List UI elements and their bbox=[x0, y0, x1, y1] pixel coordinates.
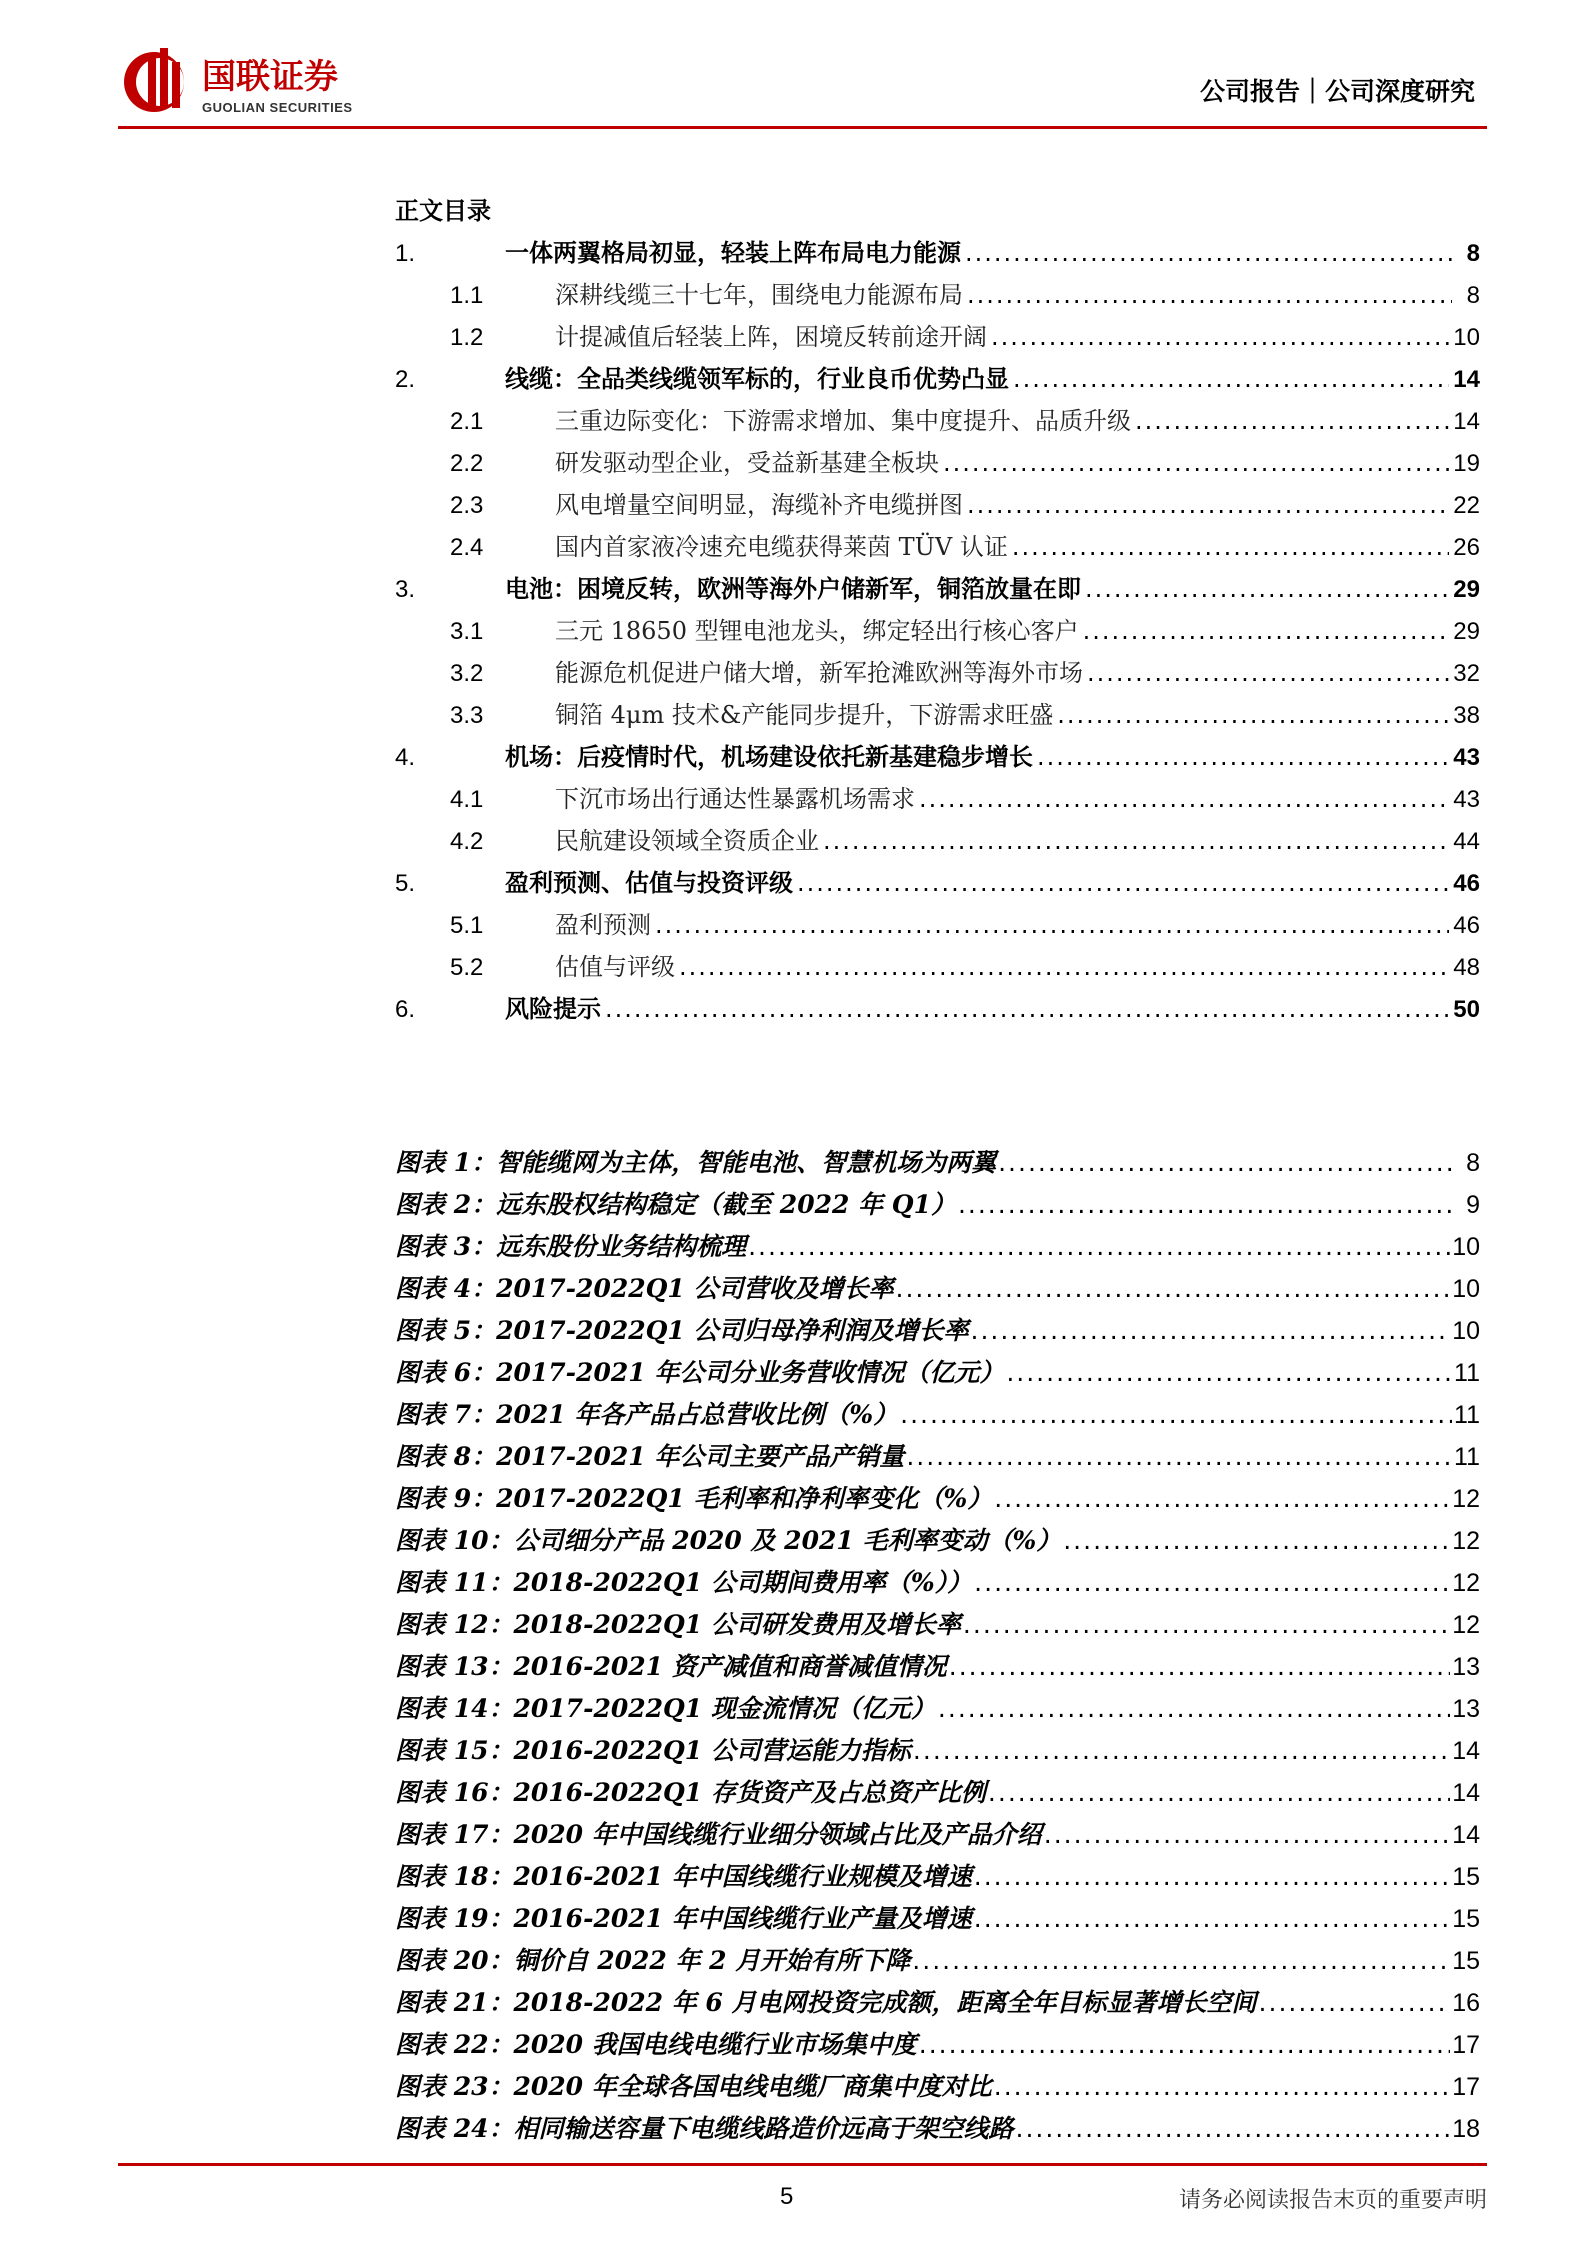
toc-entry-number: 6. bbox=[395, 996, 416, 1023]
toc-entry-number: 2.3 bbox=[450, 492, 484, 519]
figure-entry-page: 14 bbox=[1452, 1821, 1480, 1849]
figure-entry[interactable] bbox=[395, 1814, 1480, 1856]
dot-leader bbox=[958, 1184, 1454, 1226]
toc-entry-page: 29 bbox=[1453, 576, 1480, 603]
dot-leader bbox=[912, 1940, 1450, 1982]
figure-entry[interactable] bbox=[395, 2066, 1480, 2108]
toc-entry-number: 1.1 bbox=[450, 282, 484, 309]
figure-entry[interactable] bbox=[395, 2024, 1480, 2066]
dot-leader bbox=[994, 2066, 1450, 2108]
figure-entry-page: 12 bbox=[1452, 1569, 1480, 1597]
toc-entry-title: 三重边际变化：下游需求增加、集中度提升、品质升级 bbox=[555, 407, 1131, 435]
figure-entry-title: 图表 6：2017-2021 年公司分业务营收情况（亿元） bbox=[395, 1358, 1005, 1387]
toc-entry[interactable] bbox=[395, 484, 1480, 526]
toc-entry-title: 盈利预测 bbox=[555, 911, 651, 939]
dot-leader bbox=[965, 232, 1452, 274]
toc-entry-page: 44 bbox=[1453, 828, 1480, 855]
figure-entry[interactable] bbox=[395, 1604, 1480, 1646]
dot-leader bbox=[1087, 652, 1449, 694]
figure-entry-title: 图表 7：2021 年各产品占总营收比例（%） bbox=[395, 1400, 899, 1429]
figure-entry-title: 图表 1：智能缆网为主体，智能电池、智慧机场为两翼 bbox=[395, 1148, 997, 1177]
dot-leader bbox=[938, 1688, 1450, 1730]
figure-entry-page: 17 bbox=[1452, 2031, 1480, 2059]
toc-entry-title: 深耕线缆三十七年，围绕电力能源布局 bbox=[555, 281, 963, 309]
toc-entry-page: 29 bbox=[1453, 618, 1480, 645]
figure-entry[interactable] bbox=[395, 1940, 1480, 1982]
toc-entry-number: 1.2 bbox=[450, 324, 484, 351]
toc-entry-page: 19 bbox=[1453, 450, 1480, 477]
toc-entry-page: 22 bbox=[1453, 492, 1480, 519]
figure-entry[interactable] bbox=[395, 1478, 1480, 1520]
figure-entry-page: 18 bbox=[1452, 2115, 1480, 2143]
toc-entry-page: 8 bbox=[1466, 240, 1480, 267]
toc-entry-number: 2. bbox=[395, 366, 416, 393]
figure-entry[interactable] bbox=[395, 1142, 1480, 1184]
dot-leader bbox=[605, 988, 1449, 1030]
toc-entry-page: 8 bbox=[1466, 282, 1480, 309]
toc-entry-title: 电池：困境反转，欧洲等海外户储新军，铜箔放量在即 bbox=[505, 574, 1081, 603]
dot-leader bbox=[1012, 526, 1449, 568]
dot-leader bbox=[748, 1226, 1450, 1268]
toc-entry[interactable] bbox=[395, 904, 1480, 946]
toc-entry[interactable] bbox=[395, 946, 1480, 988]
toc-entry[interactable] bbox=[395, 316, 1480, 358]
dot-leader bbox=[988, 1772, 1450, 1814]
page-header bbox=[118, 42, 1487, 129]
figure-entry-title: 图表 13：2016-2021 资产减值和商誉减值情况 bbox=[395, 1652, 947, 1681]
dot-leader bbox=[1044, 1814, 1450, 1856]
figure-entry[interactable] bbox=[395, 1898, 1480, 1940]
toc-entry[interactable] bbox=[395, 568, 1480, 610]
figure-entry-page: 11 bbox=[1454, 1443, 1480, 1471]
dot-leader bbox=[974, 1856, 1450, 1898]
toc-entry[interactable] bbox=[395, 610, 1480, 652]
dot-leader bbox=[1006, 1352, 1452, 1394]
brand-en-text: GUOLIAN SECURITIES bbox=[202, 100, 353, 115]
figure-entry-title: 图表 5：2017-2022Q1 公司归母净利润及增长率 bbox=[395, 1316, 969, 1345]
dot-leader bbox=[1083, 610, 1450, 652]
figure-entry-page: 16 bbox=[1452, 1989, 1480, 2017]
toc-entry-title: 能源危机促进户储大增，新军抢滩欧洲等海外市场 bbox=[555, 659, 1083, 687]
figure-entry-page: 9 bbox=[1466, 1191, 1480, 1219]
figure-entry-page: 17 bbox=[1452, 2073, 1480, 2101]
dot-leader bbox=[1085, 568, 1449, 610]
figure-entry-page: 12 bbox=[1452, 1527, 1480, 1555]
figure-entry-title: 图表 8：2017-2021 年公司主要产品产销量 bbox=[395, 1442, 905, 1471]
toc-entry-number: 2.2 bbox=[450, 450, 484, 477]
dot-leader bbox=[1135, 400, 1449, 442]
figure-entry-page: 13 bbox=[1452, 1653, 1480, 1681]
figure-entry-title: 图表 15：2016-2022Q1 公司营运能力指标 bbox=[395, 1736, 911, 1765]
toc-entry-page: 46 bbox=[1453, 870, 1480, 897]
toc-entry-page: 46 bbox=[1453, 912, 1480, 939]
figure-entry-title: 图表 17：2020 年中国线缆行业细分领域占比及产品介绍 bbox=[395, 1820, 1042, 1849]
brand-cn-text: 国联证券 bbox=[202, 57, 338, 97]
figure-entry-title: 图表 11：2018-2022Q1 公司期间费用率（%）） bbox=[395, 1568, 973, 1597]
toc-entry-title: 三元 18650 型锂电池龙头，绑定轻出行核心客户 bbox=[555, 617, 1079, 645]
toc-entry[interactable] bbox=[395, 988, 1480, 1030]
toc-entry-title: 铜箔 4μm 技术&产能同步提升，下游需求旺盛 bbox=[555, 701, 1054, 729]
dot-leader bbox=[1057, 694, 1449, 736]
figure-entry-page: 14 bbox=[1452, 1737, 1480, 1765]
dot-leader bbox=[974, 1898, 1450, 1940]
figure-entry-title: 图表 12：2018-2022Q1 公司研发费用及增长率 bbox=[395, 1610, 961, 1639]
dot-leader bbox=[900, 1394, 1452, 1436]
toc-entry[interactable] bbox=[395, 526, 1480, 568]
toc-entry-title: 一体两翼格局初显，轻装上阵布局电力能源 bbox=[505, 238, 961, 267]
toc-entry-title: 机场：后疫情时代，机场建设依托新基建稳步增长 bbox=[505, 742, 1033, 771]
dot-leader bbox=[967, 274, 1452, 316]
dot-leader bbox=[1037, 736, 1449, 778]
toc-entry[interactable] bbox=[395, 442, 1480, 484]
footer-divider bbox=[118, 2163, 1487, 2166]
dot-leader bbox=[906, 1436, 1452, 1478]
table-of-contents bbox=[395, 190, 1480, 1030]
toc-entry-number: 1. bbox=[395, 240, 416, 267]
figure-entry-title: 图表 9：2017-2022Q1 毛利率和净利率变化（%） bbox=[395, 1484, 993, 1513]
figure-entry-title: 图表 4：2017-2022Q1 公司营收及增长率 bbox=[395, 1274, 894, 1303]
toc-entry-number: 2.1 bbox=[450, 408, 484, 435]
figure-entry-title: 图表 14：2017-2022Q1 现金流情况（亿元） bbox=[395, 1694, 936, 1723]
figure-entry-page: 12 bbox=[1452, 1485, 1480, 1513]
toc-entry[interactable] bbox=[395, 862, 1480, 904]
figure-entry[interactable] bbox=[395, 1226, 1480, 1268]
toc-entry-title: 风电增量空间明显，海缆补齐电缆拼图 bbox=[555, 491, 963, 519]
toc-entry-page: 43 bbox=[1453, 744, 1480, 771]
toc-entry[interactable] bbox=[395, 694, 1480, 736]
guolian-logo bbox=[118, 42, 418, 122]
toc-entry-number: 4.2 bbox=[450, 828, 484, 855]
figure-entry-title: 图表 19：2016-2021 年中国线缆行业产量及增速 bbox=[395, 1904, 972, 1933]
figure-entry[interactable] bbox=[395, 1520, 1480, 1562]
figure-entry-title: 图表 18：2016-2021 年中国线缆行业规模及增速 bbox=[395, 1862, 972, 1891]
toc-entry-title: 下沉市场出行通达性暴露机场需求 bbox=[555, 785, 915, 813]
figure-entry[interactable] bbox=[395, 1562, 1480, 1604]
toc-title: 正文目录 bbox=[395, 196, 491, 225]
figure-entry[interactable] bbox=[395, 1394, 1480, 1436]
figure-entry[interactable] bbox=[395, 1688, 1480, 1730]
dot-leader bbox=[1259, 1982, 1451, 2024]
toc-entry-title: 风险提示 bbox=[505, 994, 601, 1023]
toc-entry-number: 5.1 bbox=[450, 912, 484, 939]
toc-entry-title: 研发驱动型企业，受益新基建全板块 bbox=[555, 449, 939, 477]
toc-entry-title: 估值与评级 bbox=[555, 953, 675, 981]
dot-leader bbox=[919, 778, 1449, 820]
dot-leader bbox=[1013, 358, 1449, 400]
toc-entry-number: 3.3 bbox=[450, 702, 484, 729]
figure-entry[interactable] bbox=[395, 1310, 1480, 1352]
dot-leader bbox=[943, 442, 1449, 484]
figure-entry-page: 15 bbox=[1452, 1905, 1480, 1933]
figure-entry-title: 图表 23：2020 年全球各国电线电缆厂商集中度对比 bbox=[395, 2072, 992, 2101]
toc-entry-page: 14 bbox=[1453, 366, 1480, 393]
toc-entry-number: 4. bbox=[395, 744, 416, 771]
toc-entry[interactable] bbox=[395, 778, 1480, 820]
toc-entry-title: 计提减值后轻装上阵，困境反转前途开阔 bbox=[555, 323, 987, 351]
toc-entry-title: 民航建设领域全资质企业 bbox=[555, 827, 819, 855]
figure-entry-title: 图表 16：2016-2022Q1 存货资产及占总资产比例 bbox=[395, 1778, 986, 1807]
toc-entry-page: 50 bbox=[1453, 996, 1480, 1023]
toc-entry[interactable] bbox=[395, 652, 1480, 694]
dot-leader bbox=[991, 316, 1449, 358]
toc-entry-title: 国内首家液冷速充电缆获得莱茵 TÜV 认证 bbox=[555, 533, 1008, 561]
toc-entry-number: 2.4 bbox=[450, 534, 484, 561]
toc-entry-page: 43 bbox=[1453, 786, 1480, 813]
dot-leader bbox=[994, 1478, 1450, 1520]
figure-entry[interactable] bbox=[395, 1856, 1480, 1898]
figure-entry[interactable] bbox=[395, 1772, 1480, 1814]
figure-entry-title: 图表 20：铜价自 2022 年 2 月开始有所下降 bbox=[395, 1946, 911, 1975]
figure-entry-page: 8 bbox=[1466, 1149, 1480, 1177]
toc-entry-page: 32 bbox=[1453, 660, 1480, 687]
figure-entry-page: 14 bbox=[1452, 1779, 1480, 1807]
dot-leader bbox=[1063, 1520, 1450, 1562]
dot-leader bbox=[967, 484, 1449, 526]
toc-entry-title: 盈利预测、估值与投资评级 bbox=[505, 868, 793, 897]
report-type: 公司报告｜公司深度研究 bbox=[1199, 77, 1475, 106]
figure-entry[interactable] bbox=[395, 1184, 1480, 1226]
dot-leader bbox=[998, 1142, 1454, 1184]
toc-entry-number: 4.1 bbox=[450, 786, 484, 813]
figure-entry[interactable] bbox=[395, 1268, 1480, 1310]
dot-leader bbox=[949, 1646, 1450, 1688]
dot-leader bbox=[797, 862, 1449, 904]
toc-entry-page: 10 bbox=[1453, 324, 1480, 351]
figure-entry-page: 11 bbox=[1454, 1401, 1480, 1429]
figure-entry-page: 10 bbox=[1452, 1233, 1480, 1261]
toc-entry[interactable] bbox=[395, 232, 1480, 274]
figure-entry-page: 13 bbox=[1452, 1695, 1480, 1723]
toc-entry-number: 3.2 bbox=[450, 660, 484, 687]
footer-disclaimer: 请务必阅读报告末页的重要声明 bbox=[1178, 2188, 1487, 2213]
toc-entry-page: 48 bbox=[1453, 954, 1480, 981]
toc-entry[interactable] bbox=[395, 820, 1480, 862]
figure-entry-page: 15 bbox=[1452, 1863, 1480, 1891]
dot-leader bbox=[913, 1730, 1450, 1772]
figure-entry-title: 图表 24：相同输送容量下电缆线路造价远高于架空线路 bbox=[395, 2114, 1014, 2143]
figure-entry-title: 图表 10：公司细分产品 2020 及 2021 毛利率变动（%） bbox=[395, 1526, 1062, 1555]
figure-entry[interactable] bbox=[395, 1436, 1480, 1478]
dot-leader bbox=[679, 946, 1449, 988]
dot-leader bbox=[974, 1562, 1450, 1604]
figure-entry[interactable] bbox=[395, 1352, 1480, 1394]
toc-list bbox=[395, 232, 1480, 1030]
figure-entry[interactable] bbox=[395, 1646, 1480, 1688]
dot-leader bbox=[896, 1268, 1451, 1310]
toc-entry[interactable] bbox=[395, 274, 1480, 316]
figure-entry-page: 11 bbox=[1454, 1359, 1480, 1387]
figure-entry-title: 图表 3：远东股份业务结构梳理 bbox=[395, 1232, 747, 1261]
toc-entry-page: 38 bbox=[1453, 702, 1480, 729]
toc-entry[interactable] bbox=[395, 358, 1480, 400]
page-number: 5 bbox=[780, 2183, 794, 2210]
figure-entry-page: 15 bbox=[1452, 1947, 1480, 1975]
toc-entry-number: 5. bbox=[395, 870, 416, 897]
figure-entry[interactable] bbox=[395, 1982, 1480, 2024]
figure-entry-page: 12 bbox=[1452, 1611, 1480, 1639]
figure-entry-page: 10 bbox=[1452, 1275, 1480, 1303]
figure-list bbox=[395, 1142, 1480, 2150]
dot-leader bbox=[823, 820, 1449, 862]
toc-entry-page: 14 bbox=[1453, 408, 1480, 435]
figure-entry-title: 图表 2：远东股权结构稳定（截至 2022 年 Q1） bbox=[395, 1190, 956, 1219]
figure-entry[interactable] bbox=[395, 1730, 1480, 1772]
toc-entry-page: 26 bbox=[1453, 534, 1480, 561]
toc-entry-number: 3. bbox=[395, 576, 416, 603]
dot-leader bbox=[919, 2024, 1450, 2066]
toc-entry-number: 5.2 bbox=[450, 954, 484, 981]
figure-entry-page: 10 bbox=[1452, 1317, 1480, 1345]
dot-leader bbox=[655, 904, 1449, 946]
figure-entry-title: 图表 22：2020 我国电线电缆行业市场集中度 bbox=[395, 2030, 917, 2059]
toc-entry-number: 3.1 bbox=[450, 618, 484, 645]
figure-entry-title: 图表 21：2018-2022 年 6 月电网投资完成额，距离全年目标显著增长空间 bbox=[395, 1988, 1257, 2017]
dot-leader bbox=[971, 1310, 1451, 1352]
toc-entry[interactable] bbox=[395, 736, 1480, 778]
dot-leader bbox=[963, 1604, 1450, 1646]
dot-leader bbox=[1016, 2108, 1451, 2150]
figure-entry[interactable] bbox=[395, 2108, 1480, 2150]
toc-entry-title: 线缆：全品类线缆领军标的，行业良币优势凸显 bbox=[505, 364, 1009, 393]
toc-entry[interactable] bbox=[395, 400, 1480, 442]
